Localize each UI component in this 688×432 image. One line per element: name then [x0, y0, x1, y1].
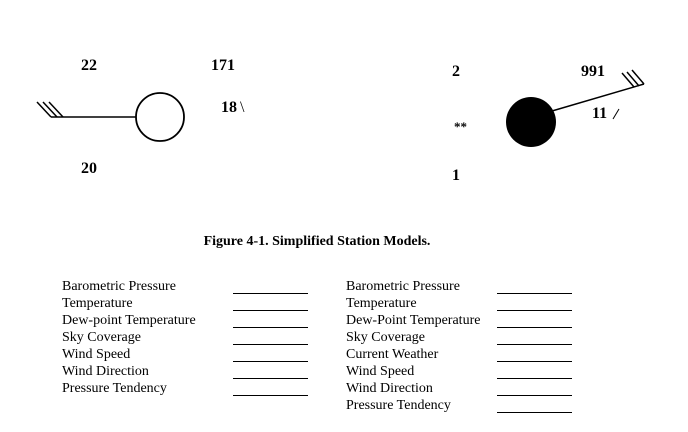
station-a-answer-blank[interactable]: [233, 327, 308, 328]
station-a-form-label: Wind Speed: [62, 347, 131, 362]
station-a-form-label: Pressure Tendency: [62, 381, 167, 396]
station-b-wind-barb-2: [627, 72, 639, 86]
station-a-answer-blank[interactable]: [233, 378, 308, 379]
station-b-form-label: Dew-Point Temperature: [346, 313, 481, 328]
station-b-answer-blank[interactable]: [497, 327, 572, 328]
station-b-weather-symbol: **: [454, 119, 467, 134]
station-a-tendency-glyph: \: [240, 99, 245, 116]
station-a-form-label: Temperature: [62, 296, 133, 311]
station-a-form-label: Barometric Pressure: [62, 279, 176, 294]
station-b-sky-cover-circle: [506, 97, 556, 147]
station-a-pressure-change: 18: [221, 99, 237, 116]
station-b-temperature: 2: [452, 63, 460, 80]
station-b-form-label: Wind Direction: [346, 381, 433, 396]
station-a-answer-blank[interactable]: [233, 310, 308, 311]
station-a-dewpoint: 20: [81, 160, 97, 177]
station-a-form-label: Sky Coverage: [62, 330, 141, 345]
station-a-answer-blank[interactable]: [233, 344, 308, 345]
station-a-form-label: Dew-point Temperature: [62, 313, 196, 328]
station-b-pressure-change: 11: [592, 105, 608, 122]
figure-caption: Figure 4-1. Simplified Station Models.: [203, 234, 431, 249]
station-b-wind-barb-1: [632, 70, 644, 84]
station-a-answer-blank[interactable]: [233, 361, 308, 362]
station-b-form-label: Current Weather: [346, 347, 439, 362]
station-b-answer-blank[interactable]: [497, 293, 572, 294]
station-b-answer-blank[interactable]: [497, 310, 572, 311]
station-b-dewpoint: 1: [452, 167, 460, 184]
station-b-form-label: Temperature: [346, 296, 417, 311]
station-b-answer-blank[interactable]: [497, 378, 572, 379]
station-a-answer-blank[interactable]: [233, 293, 308, 294]
station-b-answer-blank[interactable]: [497, 412, 572, 413]
station-b-form-label: Pressure Tendency: [346, 398, 451, 413]
station-b-tendency-glyph: [613, 105, 617, 123]
station-b-form-label: Sky Coverage: [346, 330, 425, 345]
station-b-form-label: Wind Speed: [346, 364, 415, 379]
station-b-wind-barb-3: [622, 73, 634, 87]
station-b-pressure: 991: [581, 63, 605, 80]
station-b-answer-blank[interactable]: [497, 395, 572, 396]
station-a-temperature: 22: [81, 57, 97, 74]
station-b-form-label: Barometric Pressure: [346, 279, 460, 294]
station-a-form-label: Wind Direction: [62, 364, 149, 379]
station-a-pressure: 171: [211, 57, 235, 74]
station-a-answer-blank[interactable]: [233, 395, 308, 396]
station-b-answer-blank[interactable]: [497, 344, 572, 345]
station-b-answer-blank[interactable]: [497, 361, 572, 362]
